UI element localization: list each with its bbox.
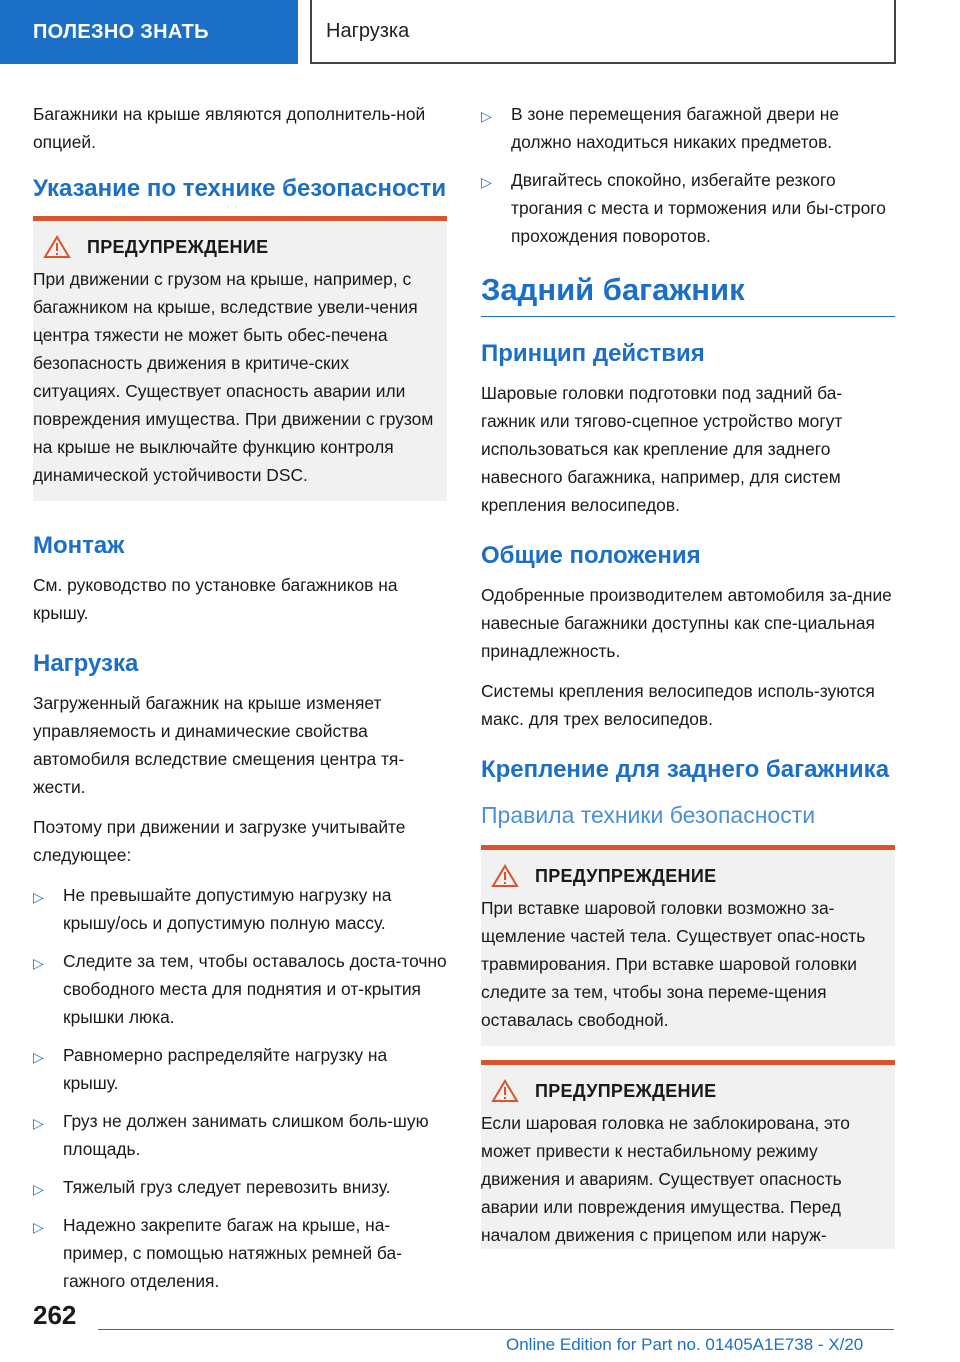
warning-text: При движении с грузом на крыше, например, с багажником на крыше, вследствие увели-чения центра тяжести не может быть обес-печена безопасность движения в критиче-ских ситуациях. Существует опасность аварии или повреждения имущества. При движении с грузом на крыше не выключайте функцию контроля динамической устойчивости DSC. [33, 269, 434, 485]
page-header [0, 0, 960, 66]
main-heading: Задний багажник [481, 270, 895, 317]
left-column [33, 100, 447, 1305]
mounting-heading: Крепление для заднего багажника [481, 756, 890, 783]
principle-heading: Принцип действия [481, 340, 705, 367]
warning-triangle-icon [43, 235, 71, 259]
list-item: ▷ Тяжелый груз следует перевозить внизу. [33, 1173, 447, 1201]
intro-text: Багажники на крыше являются дополнитель-ной опцией. [33, 104, 426, 152]
triangle-bullet-icon: ▷ [33, 955, 44, 971]
warning-header [481, 1079, 895, 1103]
list-item: ▷ Двигайтесь спокойно, избегайте резкого трогания с места и торможения или бы-строго прохождения поворотов. [481, 170, 886, 246]
list-item: ▷ В зоне перемещения багажной двери не должно находиться никаких предметов. [481, 104, 840, 152]
load-text-1: Загруженный багажник на крыше изменяет управляемость и динамические свойства автомобиля вследствие смещения центра тя-жести. [33, 693, 405, 797]
footer-divider [98, 1329, 894, 1330]
warning-title: ПРЕДУПРЕЖДЕНИЕ [535, 865, 717, 886]
load-bullet-list [33, 881, 447, 1295]
header-title-box [310, 0, 896, 64]
warning-box-2 [481, 845, 895, 1046]
list-item: ▷ Равномерно распределяйте нагрузку на крышу. [33, 1045, 388, 1093]
warning-triangle-icon [491, 864, 519, 888]
triangle-bullet-icon: ▷ [33, 1049, 44, 1065]
page-number: 262 [33, 1300, 77, 1330]
warning-title: ПРЕДУПРЕЖДЕНИЕ [535, 1080, 717, 1101]
right-bullet-list [481, 100, 895, 250]
mount-text: См. руководство по установке багажников на крышу. [33, 575, 398, 623]
warning-header [33, 235, 447, 259]
warning-header [481, 864, 895, 888]
general-text-2: Системы крепления велосипедов исполь-зуются макс. для трех велосипедов. [481, 681, 875, 729]
mount-heading: Монтаж [33, 532, 125, 559]
general-text-1: Одобренные производителем автомобиля за-дние навесные багажники доступны как спе-циальная принадлежность. [481, 585, 892, 661]
section-tab: ПОЛЕЗНО ЗНАТЬ [0, 0, 298, 64]
list-item: ▷ Груз не должен занимать слишком боль-шую площадь. [33, 1111, 429, 1159]
triangle-bullet-icon: ▷ [33, 889, 44, 905]
list-item: ▷ Не превышайте допустимую нагрузку на крышу/ось и допустимую полную массу. [33, 885, 392, 933]
warning-text: При вставке шаровой головки возможно за-щемление частей тела. Существует опас-ность травмирования. При вставке шаровой головки следите за тем, чтобы зона переме-щения оставалась свободной. [481, 898, 866, 1030]
warning-box-1 [33, 216, 447, 501]
header-title: Нагрузка [326, 20, 410, 42]
warning-title: ПРЕДУПРЕЖДЕНИЕ [87, 236, 269, 257]
triangle-bullet-icon: ▷ [33, 1115, 44, 1131]
safety-heading: Указание по технике безопасности [33, 175, 447, 202]
load-heading: Нагрузка [33, 650, 139, 677]
rules-heading: Правила техники безопасности [481, 802, 816, 828]
triangle-bullet-icon: ▷ [481, 108, 492, 124]
general-heading: Общие положения [481, 542, 701, 569]
warning-text: Если шаровая головка не заблокирована, это может привести к нестабильному режиму движения и авариям. Существует опасность аварии или повреждения имущества. Перед началом движения с прицепом или наруж- [481, 1113, 850, 1245]
list-item: ▷ Надежно закрепите багаж на крыше, на-пример, с помощью натяжных ремней ба-гажного отделения. [33, 1215, 402, 1291]
warning-box-3 [481, 1060, 895, 1249]
right-column [481, 100, 895, 1279]
triangle-bullet-icon: ▷ [481, 174, 492, 190]
triangle-bullet-icon: ▷ [33, 1219, 44, 1235]
principle-text: Шаровые головки подготовки под задний ба-гажник или тягово-сцепное устройство могут использоваться как крепление для заднего навесного багажника, например, для систем крепления велосипедов. [481, 383, 843, 515]
load-text-2: Поэтому при движении и загрузке учитывайте следующее: [33, 817, 406, 865]
warning-triangle-icon [491, 1079, 519, 1103]
triangle-bullet-icon: ▷ [33, 1181, 44, 1197]
list-item: ▷ Следите за тем, чтобы оставалось доста-точно свободного места для поднятия и от-крытия крышки люка. [33, 951, 447, 1027]
footer-edition: Online Edition for Part no. 01405A1E738 - X/20 [506, 1335, 864, 1354]
